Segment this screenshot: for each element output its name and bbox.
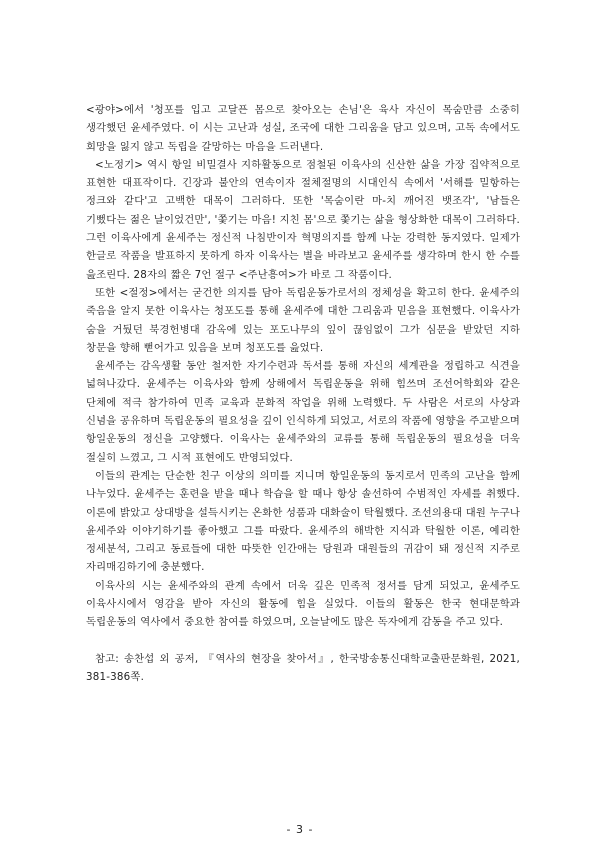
paragraph-gwangya: <광야>에서 '청포를 입고 고달픈 몸으로 찾아오는 손님'은 육사 자신이 목숨만큼 소중히 생각했던 윤세주였다. 이 시는 고난과 성실, 조국에 대한 그리움을 담고 있으며, 고독 속에서도 희망을 잃지 않고 독립을 갈망하는 마음을 드러낸다.	[86, 104, 520, 153]
paragraph-prison-life: 윤세주는 감옥생활 동안 철저한 자기수련과 독서를 통해 자신의 세계관을 정립하고 식견을 넓혀나갔다. 윤세주는 이육사와 함께 상해에서 독립운동을 위해 힘쓰며 조선어학회와 같은 단체에 적극 참가하여 민족 교육과 문화적 작업을 위해 노력했다. 두 사람은 서로의 사상과 신념을 공유하며 독립운동의 필요성을 깊이 인식하게 되었고, 서로의 작품에 영향을 주고받으며 항일운동의 정신을 고양했다. 이육사는 윤세주와의 교류를 통해 독립운동의 필요성을 더욱 절실히 느꼈고, 그 시적 표현에도 반영되었다.	[86, 360, 520, 464]
document-body	[86, 101, 520, 686]
reference-citation: 참고: 송찬섭 외 공저, 『역사의 현장을 찾아서』, 한국방송통신대학교출판문화원, 2021, 381-386쪽.	[86, 652, 520, 683]
paragraph-conclusion: 이육사의 시는 윤세주와의 관계 속에서 더욱 깊은 민족적 정서를 담게 되었고, 윤세주도 이육사시에서 영감을 받아 자신의 활동에 힘을 실었다. 이들의 활동은 한국 현대문학과 독립운동의 역사에서 중요한 참여를 하였으며, 오늘날에도 많은 독자에게 감동을 주고 있다.	[86, 579, 520, 629]
page-number: - 3 -	[286, 823, 314, 836]
paragraph-jeoljeong: 또한 <절정>에서는 굳건한 의지를 담아 독립운동가로서의 정체성을 확고히 한다. 윤세주의 죽음을 알지 못한 이육사는 청포도를 통해 윤세주에 대한 그리움과 믿음을 표현했다. 이육사가 숨을 거뒀던 북경헌병대 감옥에 있는 포도나무의 잎이 끊임없이 그가 심문을 받았던 지하 창문을 향해 뻗어가고 있음을 보며 청포도를 읊었다.	[86, 286, 520, 354]
paragraph-nojeonggi: <노정기> 역시 항일 비밀결사 지하활동으로 점철된 이육사의 신산한 삶을 가장 집약적으로 표현한 대표작이다. 긴장과 불안의 연속이자 절체절명의 시대인식 속에서 '서해를 밀항하는 정크와 같다'고 고백한 대목이 그러하다. 또한 '목숨이란 마-치 깨어진 뱃조각', '남들은 기뻤다는 젊은 날이었건만', '쫓기는 마음! 지친 몸'으로 쫓기는 삶을 형상화한 대목이 그러하다. 그런 이육사에게 윤세주는 정신적 나침반이자 혁명의지를 함께 나눈 강력한 동지였다. 일제가 한글로 작품을 발표하지 못하게 하자 이육사는 별을 바라보고 윤세주를 생각하며 한시 한 수를 읊조린다. 28자의 짧은 7언 절구 <주난흥여>가 바로 그 작품이다.	[86, 158, 520, 281]
paragraph-relationship: 이들의 관계는 단순한 친구 이상의 의미를 지니며 항일운동의 동지로서 민족의 고난을 함께 나누었다. 윤세주는 훈련을 받을 때나 학습을 할 때나 항상 솔선하여 수범적인 자세를 취했다. 이론에 밝았고 상대방을 설득시키는 온화한 성품과 대화술이 탁월했다. 조선의용대 대원 누구나 윤세주와 이야기하기를 좋아했고 그를 따랐다. 윤세주의 해박한 지식과 탁월한 이론, 예리한 정세분석, 그리고 동료들에 대한 따뜻한 인간애는 당원과 대원들의 귀감이 돼 정신적 지주로 자리매김하기에 충분했다.	[86, 469, 520, 574]
